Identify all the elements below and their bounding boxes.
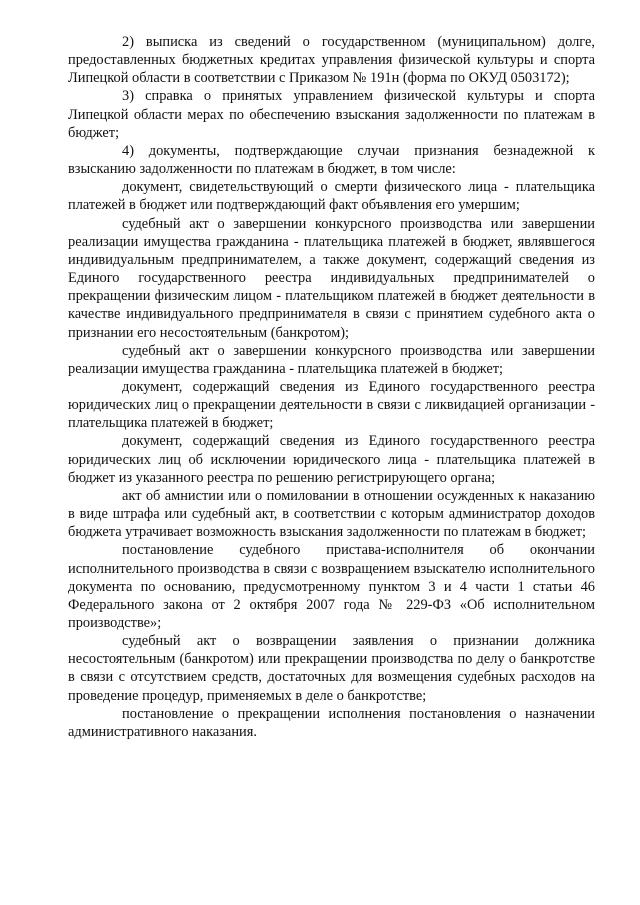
- document-body: [68, 33, 595, 741]
- paragraph-item-4: 4) документы, подтверждающие случаи признания безнадежной к взысканию задолженности по платежам в бюджет, в том числе:: [68, 142, 595, 178]
- paragraph-item-2: 2) выписка из сведений о государственном (муниципальном) долге, предоставленных бюджетных кредитах управления физической культуры и спорта Липецкой области в соответствии с Приказом № 191н (форма по ОКУД 0503172);: [68, 34, 595, 87]
- paragraph-bankruptcy-return: судебный акт о возвращении заявления о признании должника несостоятельным (банкротом) или прекращении производства по делу о банкротстве в связи с отсутствием средств, достаточных для возмещения судебных расходов на проведение процедур, применяемых в деле о банкротстве;: [68, 633, 595, 704]
- paragraph-registry-exclusion: документ, содержащий сведения из Единого государственного реестра юридических лиц об исключении юридического лица - плательщика платежей в бюджет из указанного реестра по решению регистрирующего органа;: [68, 433, 595, 486]
- paragraph-bankruptcy-citizen: судебный акт о завершении конкурсного производства или завершении реализации имущества гражданина - плательщика платежей в бюджет;: [68, 342, 595, 377]
- paragraph-termination: постановление о прекращении исполнения постановления о назначении административного наказания.: [68, 705, 595, 740]
- paragraph-liquidation: документ, содержащий сведения из Единого государственного реестра юридических лиц о прекращении деятельности в связи с ликвидацией организации - плательщика платежей в бюджет;: [68, 378, 595, 432]
- paragraph-item-3: 3) справка о принятых управлением физической культуры и спорта Липецкой области мерах по обеспечению взыскания задолженности по платежам в бюджет;: [68, 88, 595, 141]
- paragraph-bailiff-resolution: постановление судебного пристава-исполнителя об окончании исполнительного производства в связи с возвращением взыскателю исполнительного документа по основанию, предусмотренному пунктом 3 и 4 части 1 статьи 46 Федерального закона от 2 октября 2007 года № 229-ФЗ «Об исполнительном производстве»;: [68, 542, 595, 631]
- paragraph-death-document: документ, свидетельствующий о смерти физического лица - плательщика платежей в бюджет или подтверждающий факт объявления его умершим;: [68, 179, 595, 214]
- paragraph-amnesty: акт об амнистии или о помиловании в отношении осужденных к наказанию в виде штрафа или судебный акт, в соответствии с которым администратор доходов бюджета утрачивает возможность взыскания задолженности по платежам в бюджет;: [68, 487, 595, 541]
- paragraph-bankruptcy-entrepreneur: судебный акт о завершении конкурсного производства или завершении реализации имущества гражданина - плательщика платежей в бюджет, являвшегося индивидуальным предпринимателем, а также документ, содержащий сведения из Единого государственного реестра индивидуальных предпринимателей о прекращении физическим лицом - плательщиком платежей в бюджет деятельности в качестве индивидуального предпринимателя в связи с принятием судебного акта о признании его несостоятельным (банкротом);: [68, 215, 595, 341]
